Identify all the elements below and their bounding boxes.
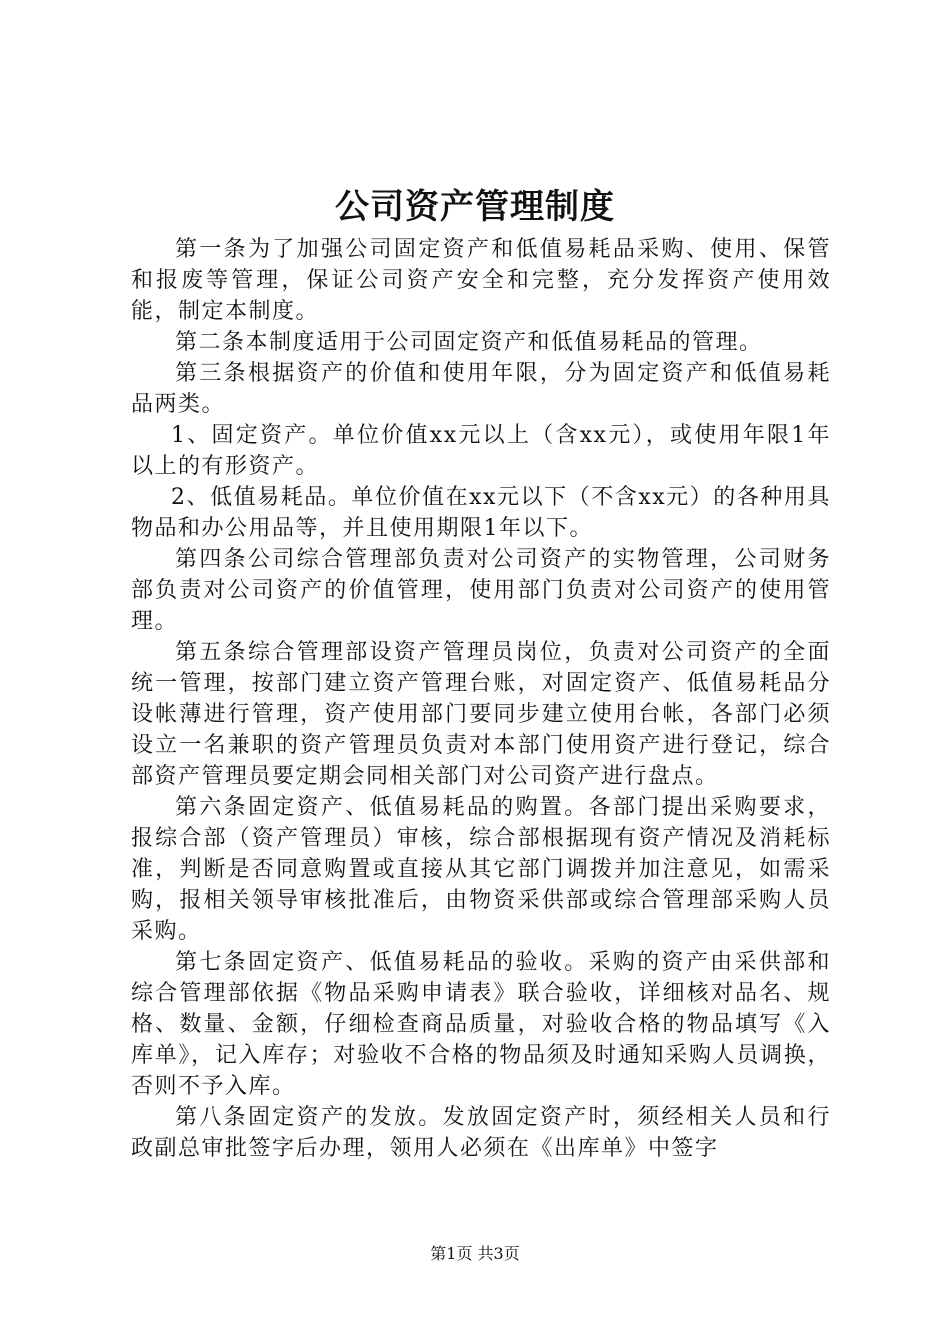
article-1: 第一条为了加强公司固定资产和低值易耗品采购、使用、保管和报废等管理，保证公司资产安全和完整，充分发挥资产使用效能，制定本制度。 — [131, 237, 831, 324]
article-3-item-2: 2、低值易耗品。单位价值在xx元以下（不含xx元）的各种用具物品和办公用品等，并且使用期限1年以下。 — [131, 485, 831, 541]
article-3: 第三条根据资产的价值和使用年限，分为固定资产和低值易耗品两类。 — [131, 361, 831, 417]
article-4: 第四条公司综合管理部负责对公司资产的实物管理，公司财务部负责对公司资产的价值管理，使用部门负责对公司资产的使用管理。 — [131, 547, 831, 634]
document-title: 公司资产管理制度 — [335, 187, 615, 227]
article-8: 第八条固定资产的发放。发放固定资产时，须经相关人员和行政副总审批签字后办理，领用人必须在《出库单》中签字 — [131, 1105, 831, 1161]
article-5: 第五条综合管理部设资产管理员岗位，负责对公司资产的全面统一管理，按部门建立资产管理台账，对固定资产、低值易耗品分设帐薄进行管理，资产使用部门要同步建立使用台帐，各部门必须设立一名兼职的资产管理员负责对本部门使用资产进行登记，综合部资产管理员要定期会同相关部门对公司资产进行盘点。 — [131, 640, 831, 789]
article-7: 第七条固定资产、低值易耗品的验收。采购的资产由采供部和综合管理部依据《物品采购申请表》联合验收，详细核对品名、规格、数量、金额，仔细检查商品质量，对验收合格的物品填写《入库单》，记入库存；对验收不合格的物品须及时通知采购人员调换，否则不予入库。 — [131, 950, 831, 1099]
page-number-footer: 第1页 共3页 — [430, 1244, 520, 1263]
article-6: 第六条固定资产、低值易耗品的购置。各部门提出采购要求，报综合部（资产管理员）审核，综合部根据现有资产情况及消耗标准，判断是否同意购置或直接从其它部门调拨并加注意见，如需采购，报相关领导审核批准后，由物资采供部或综合管理部采购人员采购。 — [131, 795, 831, 944]
article-2: 第二条本制度适用于公司固定资产和低值易耗品的管理。 — [175, 330, 763, 355]
document-body — [131, 234, 831, 1164]
article-3-item-1: 1、固定资产。单位价值xx元以上（含xx元），或使用年限1年以上的有形资产。 — [131, 423, 831, 479]
